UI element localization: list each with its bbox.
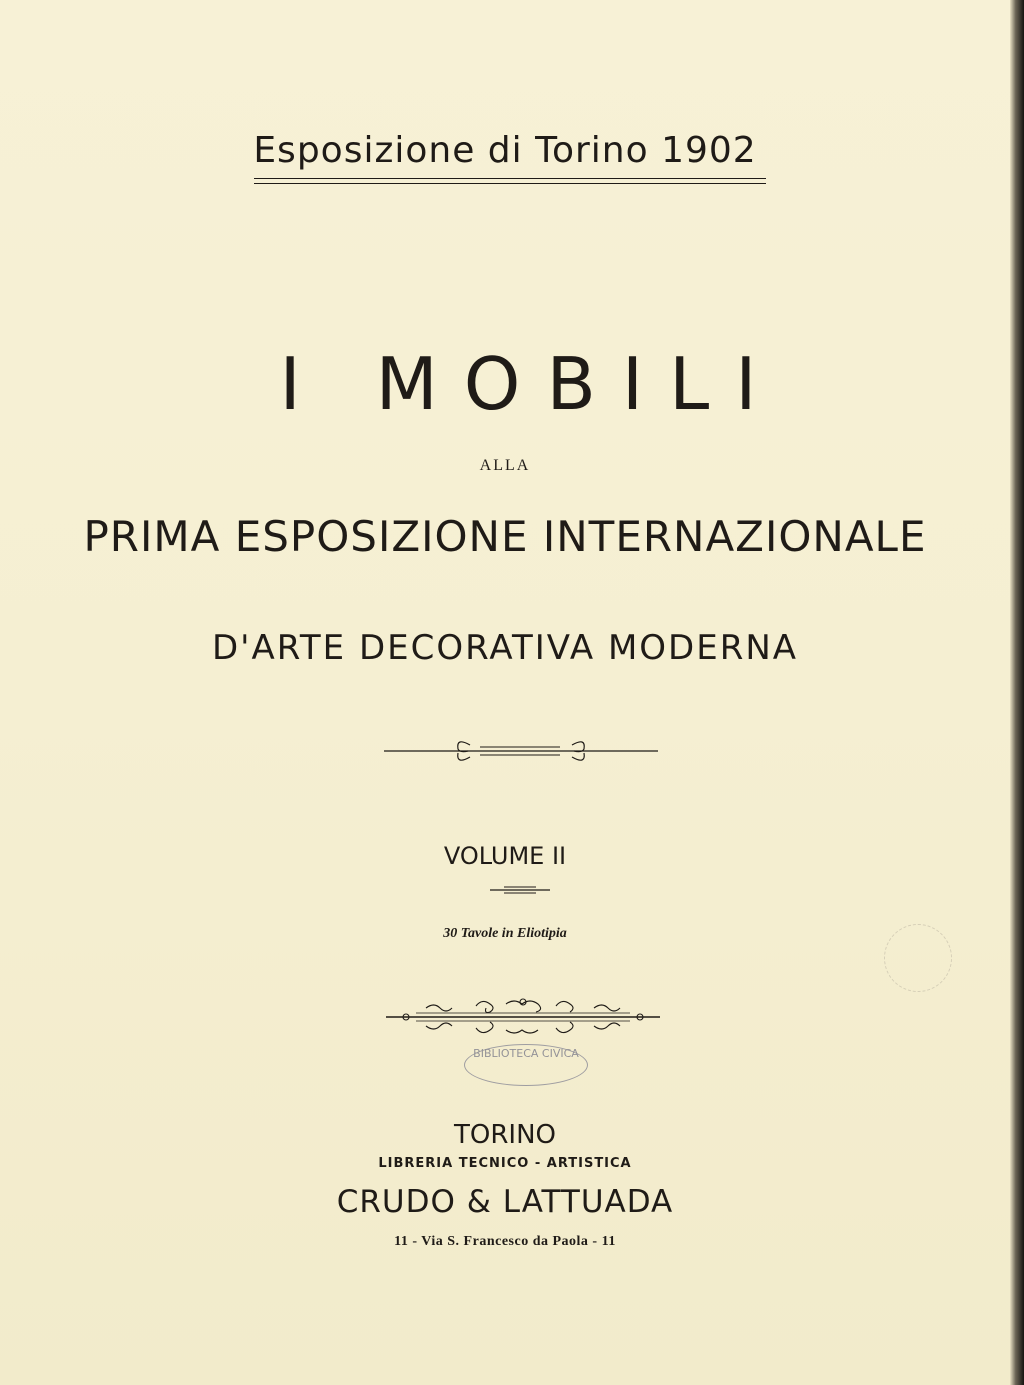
- plates-note: 30 Tavole in Eliotipia: [443, 926, 567, 941]
- volume-label: VOLUME II: [443, 842, 567, 870]
- main-title: I MOBILI: [279, 342, 783, 426]
- subtitle-line-1: PRIMA ESPOSIZIONE INTERNAZIONALE: [83, 512, 927, 561]
- imprint-publisher: CRUDO & LATTUADA: [336, 1184, 674, 1220]
- scroll-ornament-divider: [384, 735, 658, 769]
- library-stamp: BIBLIOTECA CIVICA: [464, 1044, 588, 1086]
- faded-seal-stamp: [884, 924, 952, 992]
- imprint-address: 11 - Via S. Francesco da Paola - 11: [394, 1234, 616, 1249]
- connector-text: ALLA: [479, 457, 531, 474]
- subtitle-line-2: D'ARTE DECORATIVA MODERNA: [211, 628, 799, 668]
- exhibition-title: Esposizione di Torino 1902: [253, 130, 757, 171]
- small-rule-ornament: [490, 884, 550, 896]
- imprint-bookshop: LIBRERIA TECNICO - ARTISTICA: [378, 1156, 632, 1171]
- floral-ornament-divider: [386, 996, 660, 1038]
- scan-page-edge: [1010, 0, 1024, 1385]
- title-rule-top: [254, 178, 766, 179]
- imprint-city: TORINO: [454, 1120, 556, 1150]
- title-rule-bottom: [254, 183, 766, 184]
